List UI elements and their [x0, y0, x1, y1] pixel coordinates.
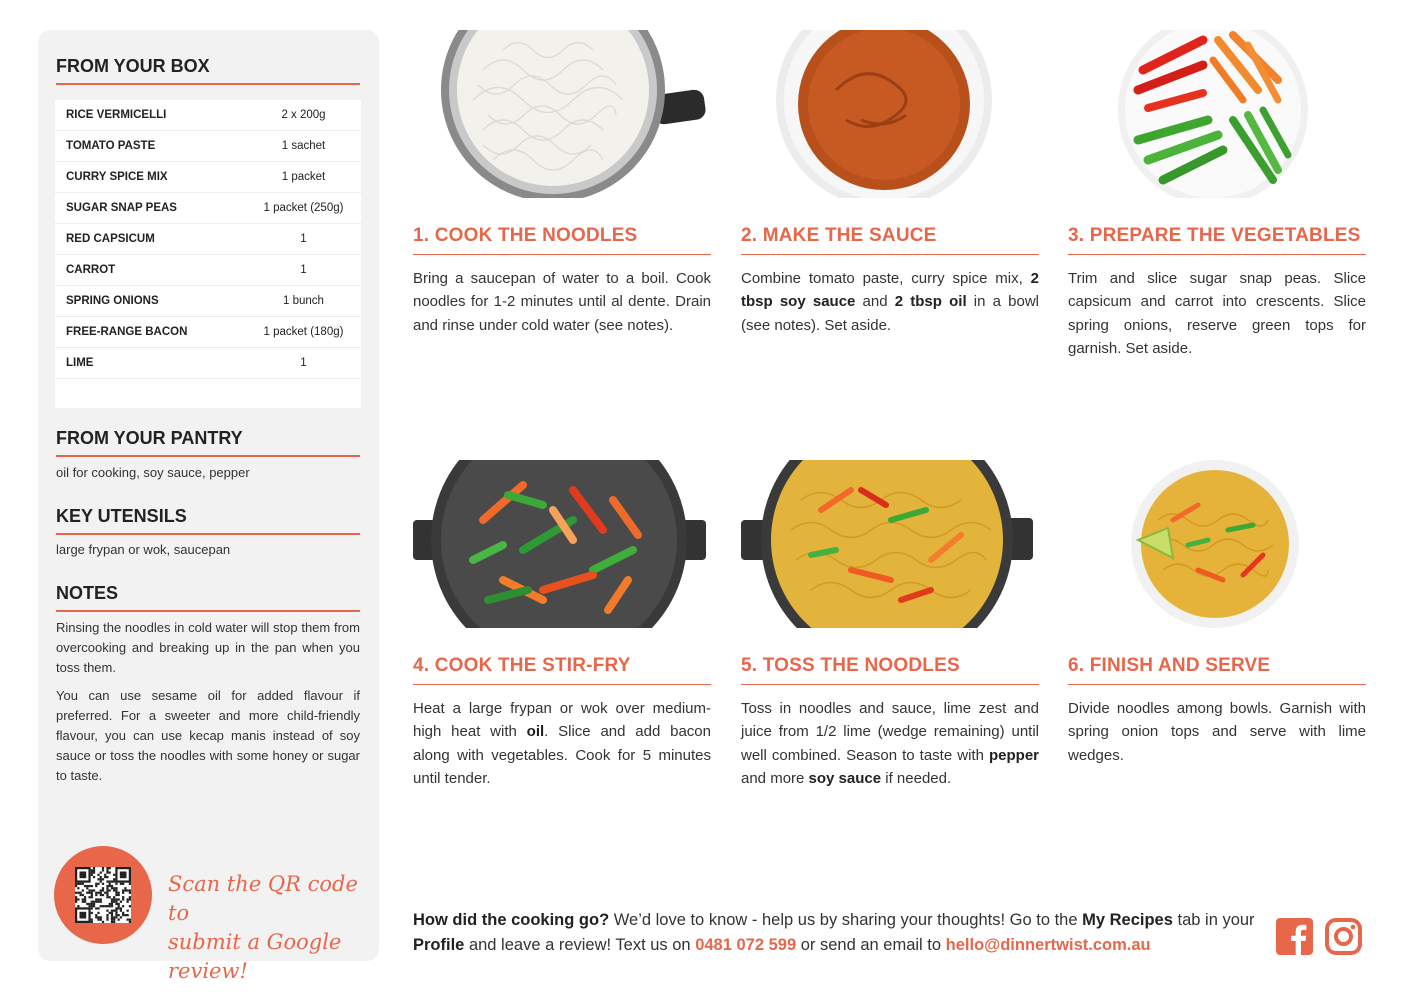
ingredient-name: TOMATO PASTE	[66, 140, 156, 152]
qr-code-icon[interactable]	[75, 867, 131, 923]
step-text: Divide noodles among bowls. Garnish with spring onion tops and serve with lime wedges.	[1068, 700, 1366, 764]
qr-badge	[54, 846, 152, 944]
ingredient-qty: 1 packet (180g)	[263, 326, 344, 338]
qr-review-area	[54, 846, 364, 983]
bold-ingredient: oil	[526, 723, 545, 741]
table-row	[55, 317, 361, 348]
table-row	[55, 193, 361, 224]
step-3-title: 3. PREPARE THE VEGETABLES	[1068, 225, 1366, 255]
step-2-title: 2. MAKE THE SAUCE	[741, 225, 1039, 255]
notes-heading: NOTES	[56, 583, 360, 612]
step-4-title: 4. COOK THE STIR-FRY	[413, 655, 711, 685]
key-utensils-heading: KEY UTENSILS	[56, 506, 360, 535]
ingredient-name: CARROT	[66, 264, 116, 276]
step-text: Toss in noodles and sauce, lime zest and juice from 1/2 lime (wedge remaining) until well combined. Season to taste with	[741, 700, 1039, 764]
stir-fry-wok-image	[413, 460, 711, 628]
table-padding	[55, 379, 361, 408]
step-2-body	[741, 267, 1039, 337]
ingredient-name: RICE VERMICELLI	[66, 109, 167, 121]
footer-text: We’d love to know - help us by sharing your thoughts! Go to the	[609, 911, 1083, 929]
footer-bold: How did the cooking go?	[413, 911, 610, 929]
ingredient-qty: 1 packet (250g)	[263, 202, 344, 214]
step-text: Trim and slice sugar snap peas. Slice capsicum and carrot into crescents. Slice spring onions, reserve green tops for garnish. Set aside.	[1068, 270, 1366, 357]
table-row	[55, 224, 361, 255]
sauce-bowl-image	[741, 30, 1039, 198]
note-2: You can use sesame oil for added flavour if preferred. For a sweeter and more child-friendly flavour, you can use kecap manis instead of soy sauce or toss the noodles with some honey or sugar to taste.	[56, 688, 360, 783]
served-bowl-image	[1068, 460, 1366, 628]
step-4-body	[413, 697, 711, 790]
step-text: Combine tomato paste, curry spice mix,	[741, 270, 1031, 287]
ingredient-qty: 1	[300, 233, 307, 245]
footer-bold: Profile	[413, 936, 465, 954]
ingredient-name: SUGAR SNAP PEAS	[66, 202, 177, 214]
step-text: and	[855, 293, 895, 311]
ingredient-qty: 1	[300, 264, 307, 276]
facebook-icon[interactable]	[1276, 918, 1313, 955]
table-row	[55, 100, 361, 131]
footer-text: tab in your	[1172, 911, 1255, 929]
bold-ingredient: pepper	[988, 746, 1039, 764]
ingredient-qty: 2 x 200g	[281, 109, 326, 121]
table-row	[55, 348, 361, 379]
step-text: Bring a saucepan of water to a boil. Cook noodles for 1-2 minutes until al dente. Drain and rinse under cold water (see notes).	[413, 270, 711, 334]
noodles-pot-image	[413, 30, 711, 198]
table-row	[55, 255, 361, 286]
step-5-body	[741, 697, 1039, 790]
contact-link[interactable]: hello@dinnertwist.com.au	[945, 936, 1151, 954]
vegetables-plate-image	[1068, 30, 1366, 198]
review-prompt-text	[413, 908, 1263, 958]
footer-bold: My Recipes	[1082, 911, 1173, 929]
ingredient-name: RED CAPSICUM	[66, 233, 155, 245]
table-row	[55, 162, 361, 193]
step-3-body	[1068, 267, 1366, 360]
utensils-text: large frypan or wok, saucepan	[56, 542, 231, 557]
contact-link[interactable]: 0481 072 599	[695, 936, 797, 954]
note-1: Rinsing the noodles in cold water will stop them from overcooking and breaking up in the pan when you toss them.	[56, 620, 360, 675]
step-text: if needed.	[881, 769, 952, 787]
ingredient-name: CURRY SPICE MIX	[66, 171, 168, 183]
from-your-box-heading: FROM YOUR BOX	[56, 56, 360, 85]
ingredient-qty: 1 sachet	[281, 140, 326, 152]
footer-text: and leave a review! Text us on	[464, 936, 696, 954]
ingredient-qty: 1 bunch	[283, 295, 324, 307]
ingredient-qty: 1	[300, 357, 307, 369]
step-text: in a bowl (see notes). Set aside.	[741, 293, 1039, 334]
footer-text: or send an email to	[796, 936, 946, 954]
ingredient-qty: 1 packet	[281, 171, 326, 183]
bold-ingredient: soy sauce	[808, 769, 882, 787]
pantry-text: oil for cooking, soy sauce, pepper	[56, 465, 250, 480]
ingredient-name: FREE-RANGE BACON	[66, 326, 188, 338]
ingredient-name: SPRING ONIONS	[66, 295, 159, 307]
bold-ingredient: 2 tbsp oil	[894, 293, 967, 311]
bold-ingredient: 2 tbsp soy sauce	[741, 270, 1039, 311]
qr-caption	[168, 870, 368, 986]
table-row	[55, 131, 361, 162]
tossed-noodles-wok-image	[741, 460, 1039, 628]
step-1-body	[413, 267, 711, 337]
ingredients-sidebar	[38, 30, 379, 983]
qr-caption-line-2: submit a Google review!	[168, 930, 342, 983]
step-6-body	[1068, 697, 1366, 767]
step-6-title: 6. FINISH AND SERVE	[1068, 655, 1366, 685]
box-ingredients-table	[55, 100, 361, 408]
step-text: . Slice and add bacon along with vegetables. Cook for 5 minutes until tender.	[413, 723, 711, 787]
from-your-pantry-heading: FROM YOUR PANTRY	[56, 428, 360, 457]
instagram-icon[interactable]	[1325, 918, 1362, 955]
step-5-title: 5. TOSS THE NOODLES	[741, 655, 1039, 685]
step-text: and more	[741, 769, 809, 787]
qr-caption-line-1: Scan the QR code to	[168, 872, 358, 925]
table-row	[55, 286, 361, 317]
step-text: Heat a large frypan or wok over medium-high heat with	[413, 700, 711, 741]
ingredient-name: LIME	[66, 357, 94, 369]
step-1-title: 1. COOK THE NOODLES	[413, 225, 711, 255]
